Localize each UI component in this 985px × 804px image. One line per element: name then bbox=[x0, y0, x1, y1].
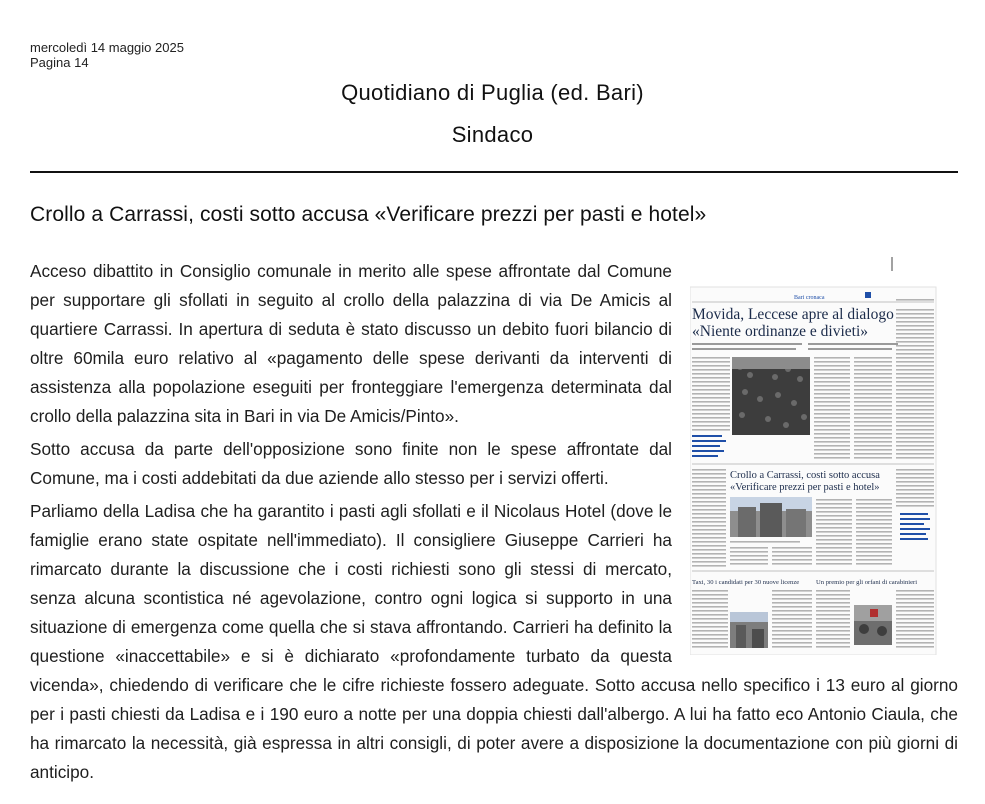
clip-section-tag: Bari cronaca bbox=[794, 295, 825, 301]
article-paragraph: Sotto accusa da parte dell'opposizione sono finite non le spese affrontate dal Comune, ma i costi addebitati da due aziende allo stesso per i servizi offerti. bbox=[30, 439, 672, 488]
newspaper-page-image bbox=[690, 257, 958, 655]
page-number: Pagina 14 bbox=[30, 55, 89, 70]
article-headline: Crollo a Carrassi, costi sotto accusa «Verificare prezzi per pasti e hotel» bbox=[30, 203, 707, 226]
header-divider bbox=[30, 171, 958, 173]
clipping-meta bbox=[30, 40, 184, 70]
clip-bottom-headline-right: Un premio per gli orfani di carabinieri bbox=[816, 579, 918, 586]
article-body bbox=[30, 257, 958, 791]
newspaper-page-thumbnail[interactable] bbox=[690, 257, 958, 655]
clip-top-headline-2: «Niente ordinanze e divieti» bbox=[692, 323, 869, 340]
issue-date: mercoledì 14 maggio 2025 bbox=[30, 40, 184, 55]
publication-name: Quotidiano di Puglia (ed. Bari) bbox=[341, 80, 644, 105]
section-name: Sindaco bbox=[451, 122, 534, 147]
clip-mid-headline-1: Crollo a Carrassi, costi sotto accusa bbox=[730, 470, 880, 481]
article-paragraph: Acceso dibattito in Consiglio comunale in merito alle spese affrontate dal Comune per supportare gli sfollati in seguito al crollo della palazzina di via De Amicis al quartiere Carrassi. In apertura di seduta è stato discusso un debito fuori bilancio di oltre 60mila euro relativo al «pagamento delle spese derivanti da interventi di assistenza alla popolazione eseguiti per fronteggiare l'emergenza determinata dal crollo della palazzina sita in Bari in via De Amicis/Pinto». bbox=[30, 261, 672, 426]
clip-top-headline-1: Movida, Leccese apre al dialogo bbox=[692, 306, 894, 323]
article-paragraph: Parliamo della Ladisa che ha garantito i pasti agli sfollati e il Nicolaus Hotel (dove le famiglie erano state ospitate nell'immediato). Il consigliere Giuseppe Carrieri ha rimarcato durante la discussione che i costi richiesti sono gli stessi di mercato, senza alcuna scontistica né agevolazione, contro ogni logica si supporto in una situazione di emergenza come quella che si stava affrontando. Carrieri ha definito la questione «inaccettabile» e si è dichiarato «profondamente turbato da questa vicenda», chiedendo di verificare che le cifre richieste fossero adeguate. Sotto accusa nello specifico i 13 euro al giorno per i pasti chiesti da Ladisa e i 190 euro a notte per una doppia chiesti dall'albergo. A lui ha fatto eco Antonio Ciaula, che ha rimarcato la necessità, già espressa in altri consigli, di poter avere a disposizione la documentazione con più giorni di anticipo. bbox=[30, 501, 958, 782]
clip-mid-headline-2: «Verificare prezzi per pasti e hotel» bbox=[730, 482, 880, 493]
clip-bottom-headline-left: Taxi, 30 i candidati per 30 nuove licenze bbox=[692, 579, 800, 586]
